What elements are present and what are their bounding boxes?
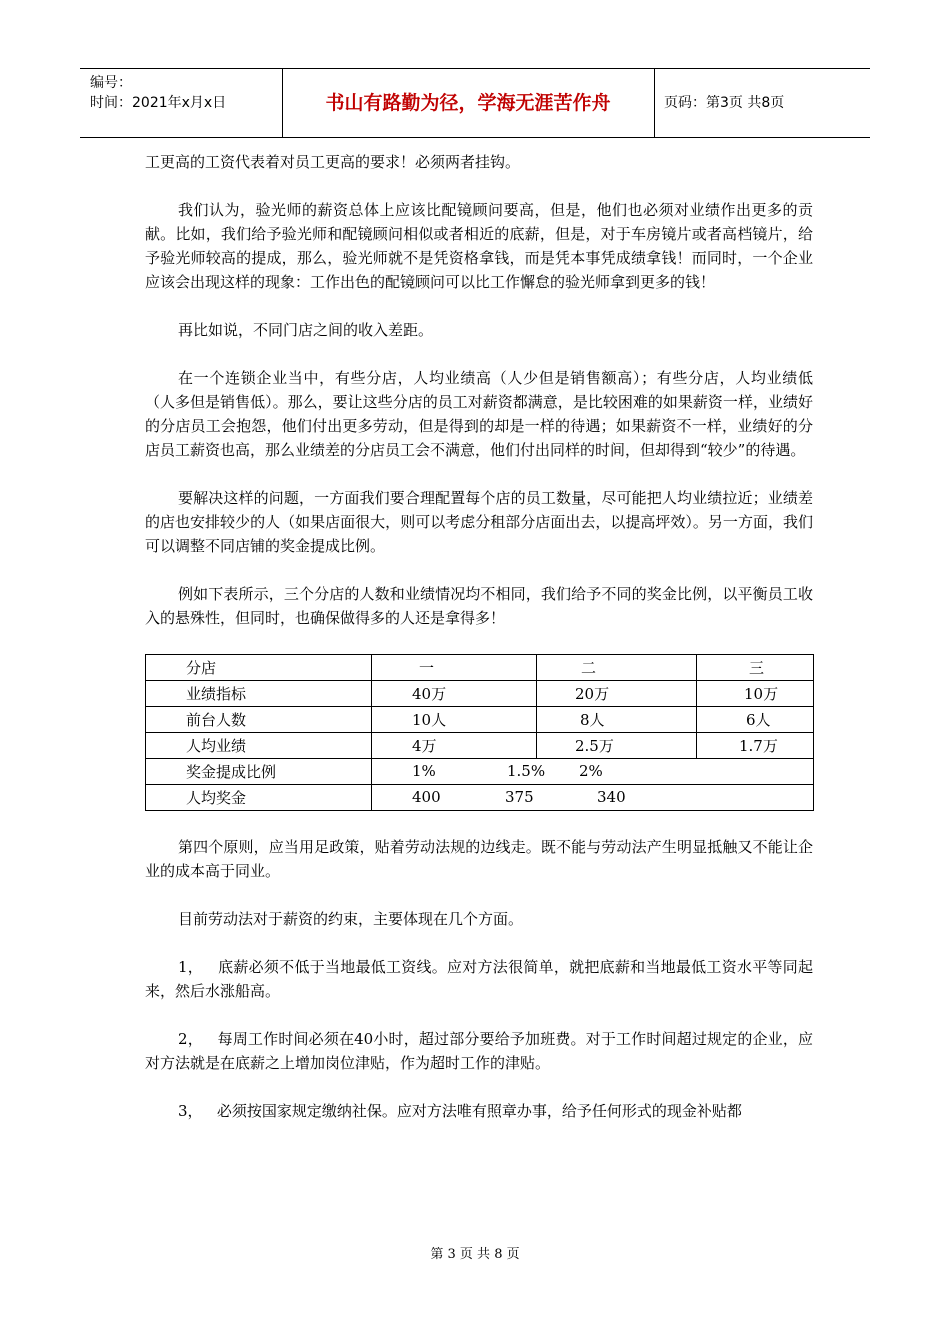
header-meta xyxy=(90,73,226,113)
table-merged-cell xyxy=(372,759,814,785)
paragraph: 我们认为，验光师的薪资总体上应该比配镜顾问要高，但是，他们也必须对业绩作出更多的贡献。比如，我们给予验光师和配镜顾问相似或者相近的底薪，但是，对于车房镜片或者高档镜片，给予验光师较高的提成，那么，验光师就不是凭资格拿钱，而是凭本事凭成绩拿钱！而同时，一个企业应该会出现这样的现象：工作出色的配镜顾问可以比工作懈怠的验光师拿到更多的钱！ xyxy=(145,201,813,291)
header-motto: 书山有路勤为径，学海无涯苦作舟 xyxy=(325,92,611,114)
paragraph: 第四个原则，应当用足政策，贴着劳动法规的边线走。既不能与劳动法产生明显抵触又不能让企业的成本高于同业。 xyxy=(145,838,813,880)
table-value: 400 xyxy=(412,788,441,806)
table-cell: 20万 xyxy=(537,681,697,707)
table-cell: 4万 xyxy=(372,733,537,759)
table-cell: 奖金提成比例 xyxy=(146,759,372,785)
table-row xyxy=(146,655,814,681)
table-value: 1% xyxy=(412,762,436,780)
bonus-table xyxy=(145,654,814,811)
table-cell: 人均奖金 xyxy=(146,785,372,811)
page-header xyxy=(80,68,870,138)
list-item: 3， 必须按国家规定缴纳社保。应对方法唯有照章办事，给予任何形式的现金补贴都 xyxy=(178,1102,742,1120)
table-cell: 分店 xyxy=(146,655,372,681)
paragraph: 工更高的工资代表着对员工更高的要求！必须两者挂钩。 xyxy=(145,153,521,171)
table-cell: 10万 xyxy=(697,681,814,707)
paragraph: 例如下表所示，三个分店的人数和业绩情况均不相同，我们给予不同的奖金比例，以平衡员工收入的悬殊性，但同时，也确保做得多的人还是拿得多！ xyxy=(145,585,813,627)
table-cell: 业绩指标 xyxy=(146,681,372,707)
merged-values xyxy=(372,785,813,810)
table-row xyxy=(146,759,814,785)
table-cell: 6人 xyxy=(697,707,814,733)
page-footer: 第 3 页 共 8 页 xyxy=(430,1247,520,1262)
time-label: 时间：2021年x月x日 xyxy=(90,95,227,111)
header-page-info: 页码：第3页 共8页 xyxy=(664,95,785,111)
table-cell: 2.5万 xyxy=(537,733,697,759)
table-row xyxy=(146,785,814,811)
table-value: 340 xyxy=(597,788,626,806)
table-row xyxy=(146,707,814,733)
document-body xyxy=(145,150,813,1147)
code-label: 编号： xyxy=(90,75,132,91)
paragraph: 目前劳动法对于薪资的约束，主要体现在几个方面。 xyxy=(178,910,524,928)
table-row xyxy=(146,681,814,707)
paragraph: 在一个连锁企业当中，有些分店，人均业绩高（人少但是销售额高）；有些分店，人均业绩低（人多但是销售低）。那么，要让这些分店的员工对薪资都满意，是比较困难的如果薪资一样，业绩好的分店员工会抱怨，他们付出更多劳动，但是得到的却是一样的待遇；如果薪资不一样，业绩好的分店员工薪资也高，那么业绩差的分店员工会不满意，他们付出同样的时间，但却得到“较少”的待遇。 xyxy=(145,369,813,459)
merged-values xyxy=(372,759,813,784)
table-cell: 前台人数 xyxy=(146,707,372,733)
table-merged-cell xyxy=(372,785,814,811)
table-row xyxy=(146,733,814,759)
list-item: 1， 底薪必须不低于当地最低工资线。应对方法很简单，就把底薪和当地最低工资水平等同起来，然后水涨船高。 xyxy=(145,958,813,1000)
list-item: 2， 每周工作时间必须在40小时，超过部分要给予加班费。对于工作时间超过规定的企业，应对方法就是在底薪之上增加岗位津贴，作为超时工作的津贴。 xyxy=(145,1030,813,1072)
header-divider xyxy=(654,69,655,137)
table-cell: 40万 xyxy=(372,681,537,707)
table-cell: 一 xyxy=(372,655,537,681)
table-cell: 1.7万 xyxy=(697,733,814,759)
paragraph: 要解决这样的问题，一方面我们要合理配置每个店的员工数量，尽可能把人均业绩拉近；业绩差的店也安排较少的人（如果店面很大，则可以考虑分租部分店面出去，以提高坪效）。另一方面，我们可以调整不同店铺的奖金提成比例。 xyxy=(145,489,813,555)
bonus-table-wrap xyxy=(145,654,813,811)
table-value: 2% xyxy=(579,762,603,780)
table-cell: 人均业绩 xyxy=(146,733,372,759)
table-cell: 8人 xyxy=(537,707,697,733)
table-cell: 二 xyxy=(537,655,697,681)
table-value: 375 xyxy=(505,788,534,806)
table-cell: 三 xyxy=(697,655,814,681)
paragraph: 再比如说，不同门店之间的收入差距。 xyxy=(178,321,434,339)
table-value: 1.5% xyxy=(507,762,546,780)
table-cell: 10人 xyxy=(372,707,537,733)
